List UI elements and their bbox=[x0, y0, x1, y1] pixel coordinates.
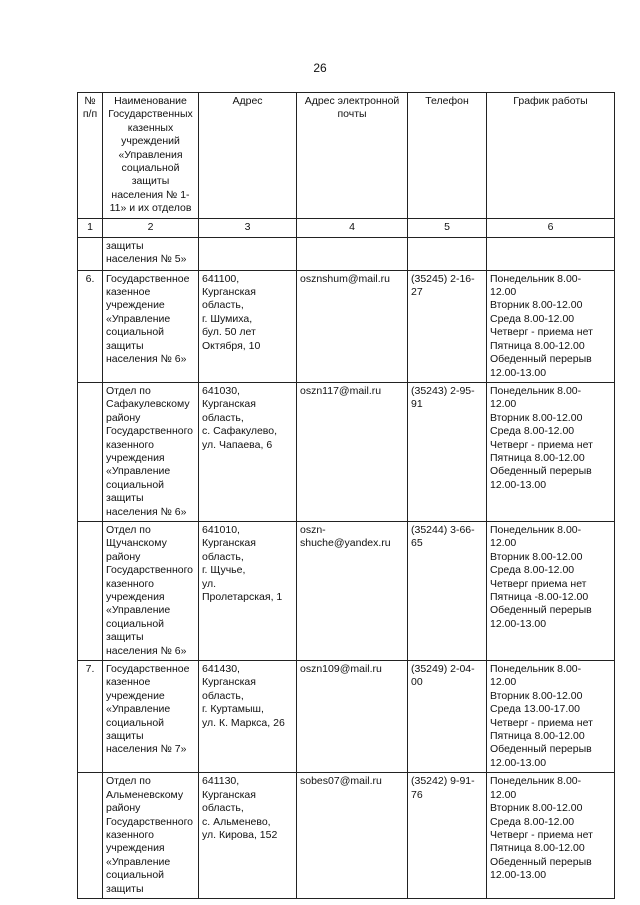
cell-number bbox=[78, 382, 103, 521]
cell-email bbox=[297, 237, 408, 270]
cell-phone: (35243) 2-95- 91 bbox=[408, 382, 487, 521]
table-row bbox=[78, 661, 615, 773]
column-number: 4 bbox=[297, 218, 408, 237]
cell-schedule: Понедельник 8.00- 12.00 Вторник 8.00-12.00 Среда 8.00-12.00 Четверг - приема нет Пятница 8.00-12.00 Обеденный перерыв 12.00-13.00 bbox=[487, 773, 615, 899]
cell-number bbox=[78, 237, 103, 270]
table-row bbox=[78, 521, 615, 660]
cell-phone: (35244) 3-66- 65 bbox=[408, 521, 487, 660]
cell-phone bbox=[408, 237, 487, 270]
cell-schedule: Понедельник 8.00- 12.00 Вторник 8.00-12.00 Среда 8.00-12.00 Четверг приема нет Пятница -8.00-12.00 Обеденный перерыв 12.00-13.00 bbox=[487, 521, 615, 660]
column-number: 5 bbox=[408, 218, 487, 237]
cell-schedule: Понедельник 8.00- 12.00 Вторник 8.00-12.00 Среда 8.00-12.00 Четверг - приема нет Пятница 8.00-12.00 Обеденный перерыв 12.00-13.00 bbox=[487, 382, 615, 521]
header-schedule: График работы bbox=[487, 93, 615, 219]
table-row bbox=[78, 773, 615, 899]
column-number: 1 bbox=[78, 218, 103, 237]
cell-email: oszn- shuche@yandex.ru bbox=[297, 521, 408, 660]
cell-address: 641430, Курганская область, г. Куртамыш, ул. К. Маркса, 26 bbox=[199, 661, 297, 773]
cell-address: 641010, Курганская область, г. Щучье, ул. Пролетарская, 1 bbox=[199, 521, 297, 660]
cell-number: 6. bbox=[78, 270, 103, 382]
cell-email: sobes07@mail.ru bbox=[297, 773, 408, 899]
cell-number bbox=[78, 773, 103, 899]
header-name: Наименование Государственных казенных учреждений «Управления социальной защиты населения № 1- 11» и их отделов bbox=[103, 93, 199, 219]
column-number-row bbox=[78, 218, 615, 237]
cell-phone: (35242) 9-91- 76 bbox=[408, 773, 487, 899]
cell-name: Отдел по Сафакулевскому району Государственного казенного учреждения «Управление социальной защиты населения № 6» bbox=[103, 382, 199, 521]
cell-name: защиты населения № 5» bbox=[103, 237, 199, 270]
cell-email: osznshum@mail.ru bbox=[297, 270, 408, 382]
social-protection-table bbox=[77, 92, 615, 899]
cell-name: Государственное казенное учреждение «Управление социальной защиты населения № 6» bbox=[103, 270, 199, 382]
cell-phone: (35245) 2-16- 27 bbox=[408, 270, 487, 382]
cell-number bbox=[78, 521, 103, 660]
header-number: № п/п bbox=[78, 93, 103, 219]
cell-address: 641100, Курганская область, г. Шумиха, бул. 50 лет Октября, 10 bbox=[199, 270, 297, 382]
cell-phone: (35249) 2-04- 00 bbox=[408, 661, 487, 773]
cell-address bbox=[199, 237, 297, 270]
cell-number: 7. bbox=[78, 661, 103, 773]
table-row bbox=[78, 270, 615, 382]
column-number: 2 bbox=[103, 218, 199, 237]
cell-address: 641130, Курганская область, с. Альменево, ул. Кирова, 152 bbox=[199, 773, 297, 899]
header-row bbox=[78, 93, 615, 219]
header-phone: Телефон bbox=[408, 93, 487, 219]
cell-address: 641030, Курганская область, с. Сафакулево, ул. Чапаева, 6 bbox=[199, 382, 297, 521]
cell-schedule: Понедельник 8.00- 12.00 Вторник 8.00-12.00 Среда 8.00-12.00 Четверг - приема нет Пятница 8.00-12.00 Обеденный перерыв 12.00-13.00 bbox=[487, 270, 615, 382]
header-email: Адрес электронной почты bbox=[297, 93, 408, 219]
cell-email: oszn117@mail.ru bbox=[297, 382, 408, 521]
cell-name: Государственное казенное учреждение «Управление социальной защиты населения № 7» bbox=[103, 661, 199, 773]
continuation-row bbox=[78, 237, 615, 270]
cell-schedule bbox=[487, 237, 615, 270]
column-number: 6 bbox=[487, 218, 615, 237]
header-address: Адрес bbox=[199, 93, 297, 219]
cell-name: Отдел по Щучанскому району Государственного казенного учреждения «Управление социальной защиты населения № 6» bbox=[103, 521, 199, 660]
column-number: 3 bbox=[199, 218, 297, 237]
page-number: 26 bbox=[313, 61, 327, 75]
cell-schedule: Понедельник 8.00- 12.00 Вторник 8.00-12.00 Среда 13.00-17.00 Четверг - приема нет Пятница 8.00-12.00 Обеденный перерыв 12.00-13.00 bbox=[487, 661, 615, 773]
table-row bbox=[78, 382, 615, 521]
cell-email: oszn109@mail.ru bbox=[297, 661, 408, 773]
cell-name: Отдел по Альменевскому району Государственного казенного учреждения «Управление социальной защиты bbox=[103, 773, 199, 899]
